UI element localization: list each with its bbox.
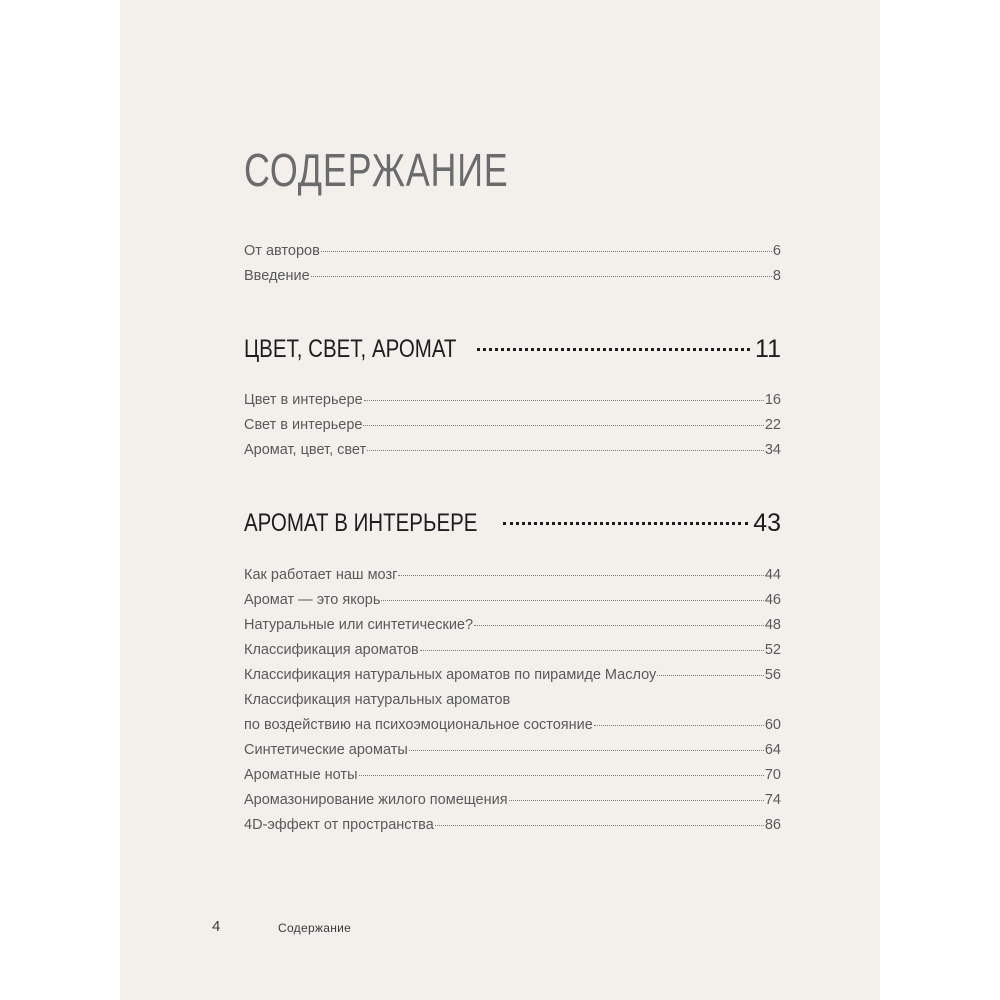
section-title: ЦВЕТ, СВЕТ, АРОМАТ [244, 335, 457, 363]
dot-leader [381, 600, 763, 601]
dot-leader [367, 450, 764, 451]
toc-entry-page: 44 [764, 567, 781, 583]
toc-entry-label: по воздействию на психоэмоциональное состояние [244, 717, 593, 733]
dot-leader [359, 775, 764, 776]
toc-entry-label: 4D-эффект от пространства [244, 817, 434, 833]
section-title: АРОМАТ В ИНТЕРЬЕРЕ [244, 509, 478, 537]
toc-section-heading [244, 334, 781, 364]
toc-entry [244, 815, 781, 835]
toc-entry-label: Свет в интерьере [244, 417, 363, 433]
toc-entry-page: 52 [764, 642, 781, 658]
toc-entry-label: Аромат — это якорь [244, 592, 381, 608]
dot-leader [321, 251, 772, 252]
dot-leader [311, 276, 772, 277]
toc-entry-page: 86 [764, 817, 781, 833]
toc-entry-page: 56 [764, 667, 781, 683]
toc-entry-label: Натуральные или синтетические? [244, 617, 474, 633]
toc-entry [244, 590, 781, 610]
toc-entry-page: 8 [772, 268, 781, 284]
toc-entry-page: 74 [764, 792, 781, 808]
toc-entry-label: Цвет в интерьере [244, 392, 363, 408]
section-page: 43 [753, 509, 781, 537]
dot-leader [509, 800, 764, 801]
toc-entry [244, 565, 781, 585]
toc-entry [244, 440, 781, 460]
dot-leader [594, 725, 764, 726]
toc-entry [244, 715, 781, 735]
toc-entry-label: Ароматные ноты [244, 767, 358, 783]
toc-entry [244, 740, 781, 760]
dot-leader [364, 400, 764, 401]
toc-entry-label: От авторов [244, 243, 320, 259]
toc-entry [244, 241, 781, 261]
toc-entry-page: 6 [772, 243, 781, 259]
toc-section-heading [244, 508, 781, 538]
toc-entry-page: 64 [764, 742, 781, 758]
section-page: 11 [755, 335, 781, 363]
dot-leader [435, 825, 764, 826]
toc-entry-label: Как работает наш мозг [244, 567, 398, 583]
dot-leader [503, 522, 748, 525]
dot-leader [409, 750, 764, 751]
dot-leader [420, 650, 764, 651]
toc-entry-page: 48 [764, 617, 781, 633]
toc-entry-page: 16 [764, 392, 781, 408]
toc-entry-label: Классификация натуральных ароматов по пирамиде Маслоу [244, 667, 657, 683]
toc-entry [244, 640, 781, 660]
toc-entry [244, 790, 781, 810]
dot-leader [398, 575, 763, 576]
toc-entry [244, 665, 781, 685]
toc-entry-label: Классификация ароматов [244, 642, 419, 658]
toc-entry-label: Введение [244, 268, 310, 284]
dot-leader [657, 675, 764, 676]
toc-entry [244, 390, 781, 410]
running-title: Содержание [278, 921, 352, 935]
toc-entry-page: 70 [764, 767, 781, 783]
toc-entry-page: 22 [764, 417, 781, 433]
toc-entry-label: Аромат, цвет, свет [244, 442, 367, 458]
toc-entry-label: Аромазонирование жилого помещения [244, 792, 508, 808]
page-number: 4 [212, 918, 221, 935]
dot-leader [474, 625, 764, 626]
toc-entry-label: Синтетические ароматы [244, 742, 408, 758]
toc-entry-page: 46 [764, 592, 781, 608]
toc-entry-label: Классификация натуральных ароматов [244, 692, 511, 708]
toc-entry [244, 615, 781, 635]
page-title: СОДЕРЖАНИЕ [244, 144, 509, 196]
toc-entry-page: 34 [764, 442, 781, 458]
dot-leader [363, 425, 763, 426]
dot-leader [477, 348, 750, 351]
toc-entry [244, 765, 781, 785]
book-page [120, 0, 880, 1000]
toc-entry [244, 415, 781, 435]
toc-entry-page: 60 [764, 717, 781, 733]
toc-entry-continued [244, 690, 781, 710]
toc-entry [244, 266, 781, 286]
